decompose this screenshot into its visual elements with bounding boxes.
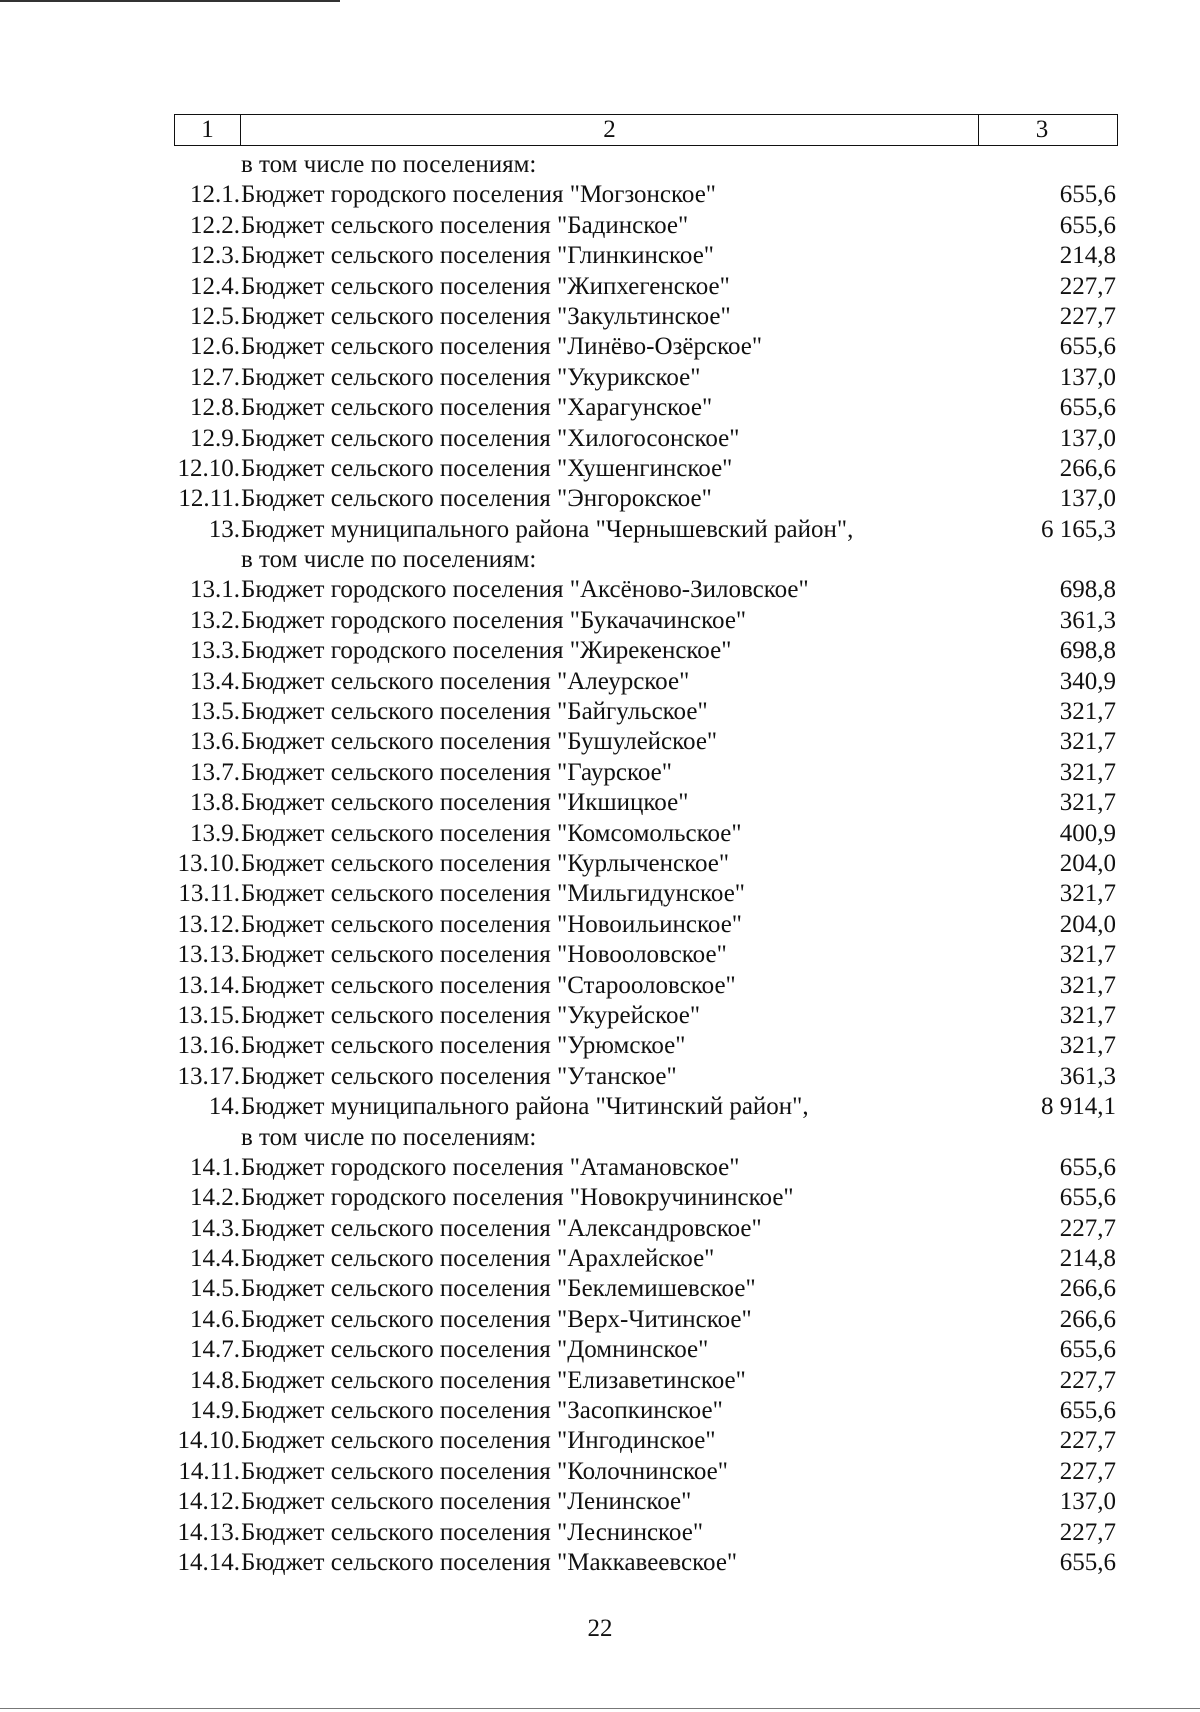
table-row: [0, 1214, 1200, 1244]
row-value: 655,6: [1059, 333, 1116, 361]
row-value: 698,8: [1059, 637, 1116, 665]
row-number: 13.16.: [177, 1032, 240, 1060]
table-row: [0, 545, 1200, 575]
row-number: 14.13.: [177, 1518, 240, 1546]
row-name: Бюджет сельского поселения "Леснинское": [241, 1518, 704, 1546]
row-number: 14.12.: [177, 1488, 240, 1516]
row-value: 321,7: [1059, 1032, 1116, 1060]
header-col-1: 1: [175, 115, 241, 145]
table-row: [0, 606, 1200, 636]
row-name: Бюджет сельского поселения "Глинкинское": [241, 242, 714, 270]
row-name: Бюджет сельского поселения "Засопкинское": [241, 1397, 723, 1425]
table-row: [0, 1518, 1200, 1548]
row-value: 361,3: [1059, 606, 1116, 634]
table-row: [0, 1244, 1200, 1274]
row-name: Бюджет сельского поселения "Урюмское": [241, 1032, 686, 1060]
row-name: Бюджет сельского поселения "Александровское": [241, 1214, 762, 1242]
row-name: Бюджет сельского поселения "Мильгидунское": [241, 880, 746, 908]
table-row: [0, 424, 1200, 454]
row-number: 13.12.: [177, 910, 240, 938]
row-name: Бюджет сельского поселения "Укурейское": [241, 1001, 701, 1029]
table-row: [0, 758, 1200, 788]
row-value: 655,6: [1059, 394, 1116, 422]
row-number: 12.8.: [190, 394, 240, 422]
row-number: 13.: [208, 515, 240, 543]
row-name: в том числе по поселениям:: [241, 1123, 537, 1151]
row-number: 13.14.: [177, 971, 240, 999]
row-name: Бюджет сельского поселения "Новоильинское": [241, 910, 742, 938]
row-name: Бюджет сельского поселения "Курлыченское": [241, 849, 730, 877]
table-row: [0, 1457, 1200, 1487]
row-value: 340,9: [1059, 667, 1116, 695]
table-row: [0, 1183, 1200, 1213]
row-number: 12.4.: [190, 272, 240, 300]
row-number: 13.17.: [177, 1062, 240, 1090]
row-name: Бюджет сельского поселения "Байгульское": [241, 698, 708, 726]
row-name: Бюджет муниципального района "Чернышевский район",: [241, 515, 854, 543]
row-value: 321,7: [1059, 971, 1116, 999]
row-name: Бюджет сельского поселения "Икшицкое": [241, 789, 689, 817]
row-value: 204,0: [1059, 849, 1116, 877]
row-number: 13.10.: [177, 849, 240, 877]
row-name: Бюджет сельского поселения "Алеурское": [241, 667, 690, 695]
row-number: 13.5.: [190, 698, 240, 726]
row-name: Бюджет городского поселения "Атамановское": [241, 1153, 740, 1181]
table-row: [0, 211, 1200, 241]
row-number: 14.8.: [190, 1366, 240, 1394]
row-value: 214,8: [1059, 1245, 1116, 1273]
row-value: 137,0: [1059, 1488, 1116, 1516]
table-row: [0, 454, 1200, 484]
table-row: [0, 940, 1200, 970]
row-number: 13.13.: [177, 941, 240, 969]
table-row: [0, 332, 1200, 362]
row-value: 655,6: [1059, 1548, 1116, 1576]
row-number: 13.8.: [190, 789, 240, 817]
row-name: Бюджет сельского поселения "Линёво-Озёрское": [241, 333, 763, 361]
row-value: 137,0: [1059, 363, 1116, 391]
table-row: [0, 849, 1200, 879]
row-value: 227,7: [1059, 1518, 1116, 1546]
row-name: Бюджет сельского поселения "Домнинское": [241, 1336, 709, 1364]
row-name: Бюджет сельского поселения "Колочнинское": [241, 1457, 728, 1485]
row-value: 204,0: [1059, 910, 1116, 938]
row-name: Бюджет сельского поселения "Комсомольское": [241, 819, 742, 847]
row-number: 13.7.: [190, 758, 240, 786]
row-number: 14.9.: [190, 1397, 240, 1425]
row-value: 137,0: [1059, 424, 1116, 452]
table-row: [0, 1487, 1200, 1517]
row-number: 13.15.: [177, 1001, 240, 1029]
row-number: 14.2.: [190, 1184, 240, 1212]
row-number: 12.10.: [177, 454, 240, 482]
row-name: в том числе по поселениям:: [241, 546, 537, 574]
row-name: Бюджет сельского поселения "Гаурское": [241, 758, 672, 786]
scan-edge-bottom: [0, 1708, 1200, 1709]
row-value: 321,7: [1059, 941, 1116, 969]
row-name: Бюджет сельского поселения "Ингодинское": [241, 1427, 716, 1455]
row-name: Бюджет сельского поселения "Энгорокское": [241, 485, 712, 513]
row-value: 400,9: [1059, 819, 1116, 847]
row-number: 14.4.: [190, 1245, 240, 1273]
row-name: Бюджет сельского поселения "Хилогосонское": [241, 424, 740, 452]
table-row: [0, 1396, 1200, 1426]
table-row: [0, 484, 1200, 514]
row-value: 214,8: [1059, 242, 1116, 270]
row-value: 361,3: [1059, 1062, 1116, 1090]
table-row: [0, 697, 1200, 727]
table-row: [0, 150, 1200, 180]
row-name: Бюджет сельского поселения "Ленинское": [241, 1488, 692, 1516]
row-name: Бюджет сельского поселения "Утанское": [241, 1062, 677, 1090]
table-row: [0, 1305, 1200, 1335]
row-number: 13.9.: [190, 819, 240, 847]
row-value: 321,7: [1059, 758, 1116, 786]
budget-table-body: [0, 150, 1200, 1578]
row-value: 227,7: [1059, 1214, 1116, 1242]
row-name: Бюджет сельского поселения "Арахлейское": [241, 1245, 715, 1273]
row-number: 13.4.: [190, 667, 240, 695]
table-row: [0, 393, 1200, 423]
table-header: [174, 114, 1118, 146]
row-value: 227,7: [1059, 1427, 1116, 1455]
row-number: 14.6.: [190, 1305, 240, 1333]
row-value: 655,6: [1059, 211, 1116, 239]
row-value: 655,6: [1059, 1397, 1116, 1425]
row-name: Бюджет городского поселения "Аксёново-Зиловское": [241, 576, 809, 604]
row-number: 14.7.: [190, 1336, 240, 1364]
table-row: [0, 1274, 1200, 1304]
table-row: [0, 1426, 1200, 1456]
table-row: [0, 819, 1200, 849]
table-row: [0, 971, 1200, 1001]
row-value: 227,7: [1059, 1366, 1116, 1394]
row-value: 266,6: [1059, 454, 1116, 482]
row-value: 655,6: [1059, 181, 1116, 209]
row-number: 13.3.: [190, 637, 240, 665]
table-row: [0, 1092, 1200, 1122]
row-name: Бюджет городского поселения "Могзонское": [241, 181, 717, 209]
row-name: Бюджет городского поселения "Новокручининское": [241, 1184, 794, 1212]
row-number: 14.11.: [178, 1457, 240, 1485]
table-row: [0, 727, 1200, 757]
row-name: Бюджет городского поселения "Жирекенское": [241, 637, 732, 665]
row-number: 12.7.: [190, 363, 240, 391]
table-row: [0, 1062, 1200, 1092]
scan-edge-top: [0, 0, 340, 2]
table-row: [0, 241, 1200, 271]
row-name: Бюджет сельского поселения "Бадинское": [241, 211, 689, 239]
row-name: Бюджет сельского поселения "Бушулейское": [241, 728, 718, 756]
row-number: 12.2.: [190, 211, 240, 239]
row-value: 655,6: [1059, 1184, 1116, 1212]
table-row: [0, 788, 1200, 818]
row-name: Бюджет сельского поселения "Хушенгинское": [241, 454, 733, 482]
row-number: 14.1.: [190, 1153, 240, 1181]
table-row: [0, 575, 1200, 605]
row-name: Бюджет сельского поселения "Верх-Читинское": [241, 1305, 752, 1333]
row-value: 655,6: [1059, 1336, 1116, 1364]
row-value: 8 914,1: [1041, 1093, 1116, 1121]
row-name: Бюджет сельского поселения "Старооловское": [241, 971, 736, 999]
page-number: 22: [587, 1615, 613, 1642]
table-row: [0, 1366, 1200, 1396]
table-row: [0, 1123, 1200, 1153]
row-number: 12.6.: [190, 333, 240, 361]
row-number: 14.: [208, 1093, 240, 1121]
row-value: 266,6: [1059, 1305, 1116, 1333]
table-row: [0, 879, 1200, 909]
row-value: 266,6: [1059, 1275, 1116, 1303]
row-name: Бюджет сельского поселения "Маккавеевское": [241, 1548, 738, 1576]
row-number: 12.3.: [190, 242, 240, 270]
row-number: 13.1.: [190, 576, 240, 604]
row-number: 13.11.: [178, 880, 240, 908]
row-number: 13.6.: [190, 728, 240, 756]
table-row: [0, 1001, 1200, 1031]
row-number: 14.14.: [177, 1548, 240, 1576]
row-name: в том числе по поселениям:: [241, 151, 537, 178]
row-name: Бюджет сельского поселения "Беклемишевское": [241, 1275, 756, 1303]
header-col-2: 2: [241, 115, 979, 145]
row-value: 655,6: [1059, 1153, 1116, 1181]
table-row: [0, 1153, 1200, 1183]
row-value: 321,7: [1059, 1001, 1116, 1029]
row-number: 14.3.: [190, 1214, 240, 1242]
table-row: [0, 1548, 1200, 1578]
row-name: Бюджет сельского поселения "Укурикское": [241, 363, 701, 391]
row-number: 12.1.: [190, 181, 240, 209]
row-name: Бюджет сельского поселения "Елизаветинское": [241, 1366, 746, 1394]
row-number: 14.10.: [177, 1427, 240, 1455]
table-row: [0, 272, 1200, 302]
table-row: [0, 636, 1200, 666]
table-row: [0, 302, 1200, 332]
header-col-3: 3: [1035, 116, 1049, 143]
row-name: Бюджет сельского поселения "Харагунское": [241, 394, 713, 422]
row-number: 12.5.: [190, 302, 240, 330]
row-number: 12.9.: [190, 424, 240, 452]
table-row: [0, 180, 1200, 210]
row-value: 698,8: [1059, 576, 1116, 604]
table-row: [0, 910, 1200, 940]
row-number: 14.5.: [190, 1275, 240, 1303]
row-value: 321,7: [1059, 880, 1116, 908]
row-value: 137,0: [1059, 485, 1116, 513]
table-row: [0, 667, 1200, 697]
row-name: Бюджет муниципального района "Читинский район",: [241, 1093, 809, 1121]
row-value: 321,7: [1059, 789, 1116, 817]
row-value: 227,7: [1059, 302, 1116, 330]
table-row: [0, 1335, 1200, 1365]
row-name: Бюджет сельского поселения "Жипхегенское": [241, 272, 730, 300]
row-number: 13.2.: [190, 606, 240, 634]
row-name: Бюджет городского поселения "Букачачинское": [241, 606, 747, 634]
table-row: [0, 515, 1200, 545]
row-value: 321,7: [1059, 698, 1116, 726]
row-value: 227,7: [1059, 1457, 1116, 1485]
row-value: 321,7: [1059, 728, 1116, 756]
table-row: [0, 1031, 1200, 1061]
row-name: Бюджет сельского поселения "Закультинское": [241, 302, 731, 330]
row-value: 6 165,3: [1041, 515, 1116, 543]
row-value: 227,7: [1059, 272, 1116, 300]
row-number: 12.11.: [178, 485, 240, 513]
row-name: Бюджет сельского поселения "Новооловское": [241, 941, 727, 969]
table-row: [0, 363, 1200, 393]
